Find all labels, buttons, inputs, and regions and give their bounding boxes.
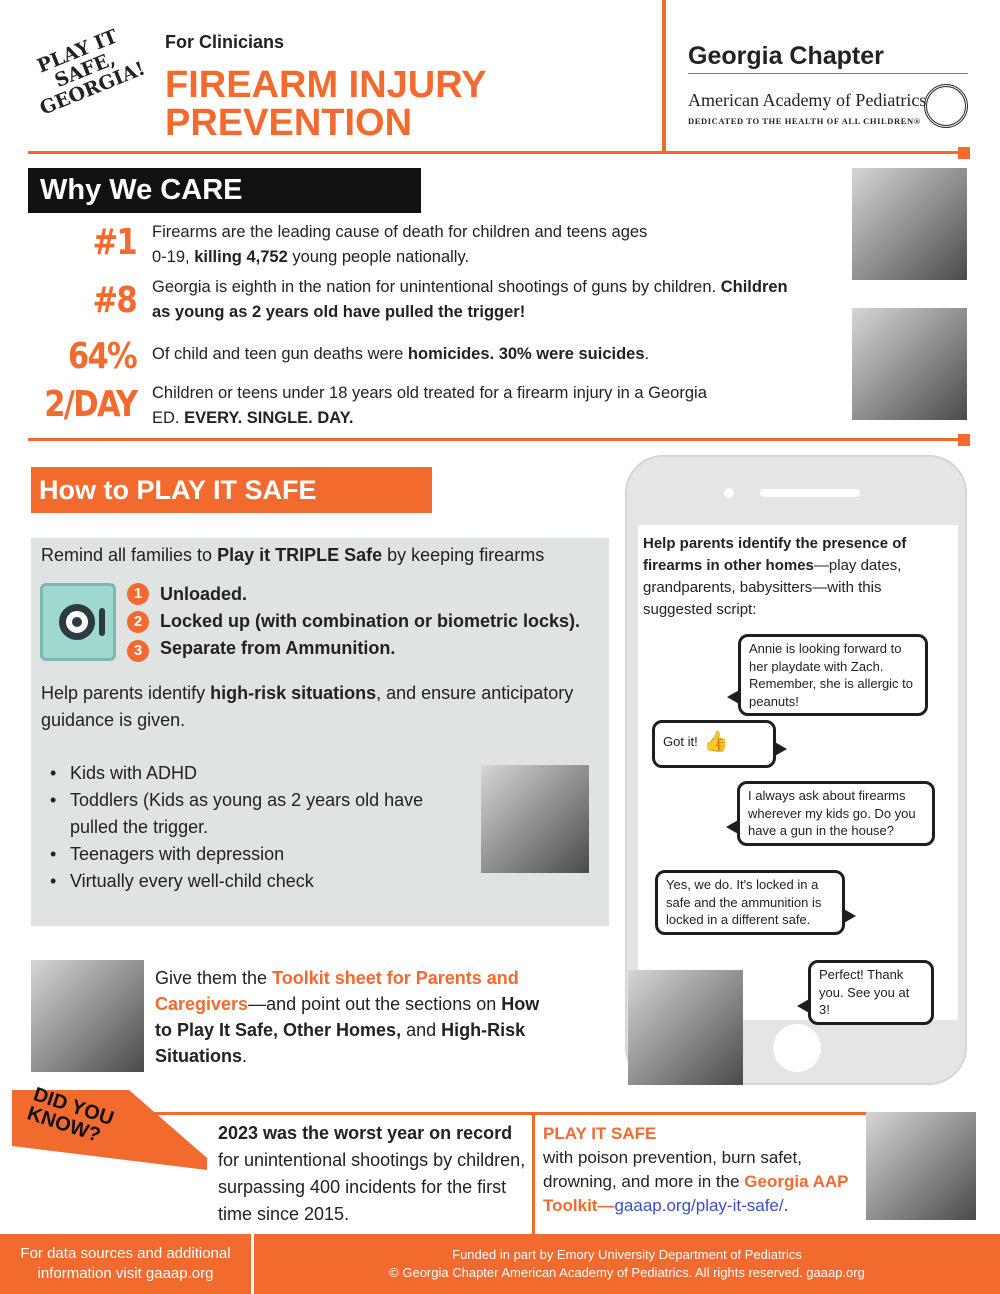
kids-costumes-photo: [866, 1112, 976, 1220]
worst-year-text: 2023 was the worst year on record for unintentional shootings by children, surpassing 400 incidents for the first time since 2015.: [218, 1123, 526, 1224]
high-risk-list: [48, 760, 458, 895]
footer-credits: Funded in part by Emory University Department of Pediatrics © Georgia Chapter American Academy of Pediatrics. All rights reserved. gaaap.org: [389, 1247, 865, 1280]
header-divider: [662, 0, 666, 154]
list-item: • Kids with ADHD: [48, 760, 458, 787]
chat-bubble-4: Yes, we do. It's locked in a safe and the ammunition is locked in a different safe.: [655, 870, 845, 935]
script-intro: Help parents identify the presence of firearms in other homes—play dates, grandparents, babysitters—with this suggested script:: [643, 535, 907, 618]
chat-bubble-1: Annie is looking forward to her playdate with Zach. Remember, she is allergic to peanuts!: [738, 634, 928, 716]
step-number-1: 1: [127, 583, 149, 605]
step-number-3: 3: [127, 640, 149, 662]
why-we-care-heading: Why We CARE: [28, 168, 421, 213]
stat-number-2: #8: [92, 280, 136, 321]
play-it-safe-heading: PLAY IT SAFE: [543, 1124, 657, 1143]
bottom-divider: [532, 1112, 535, 1234]
stat-number-4: 2/DAY: [44, 384, 137, 425]
did-you-know-label: DID YOU KNOW?: [24, 1083, 117, 1147]
stat-text-4: Children or teens under 18 years old treated for a firearm injury in a Georgia ED. EVERY. SINGLE. DAY.: [152, 384, 707, 427]
hospital-child-photo: [852, 308, 967, 420]
rule-end-square: [958, 434, 970, 446]
woman-phone-photo: [628, 970, 743, 1085]
chat-bubble-5: Perfect! Thank you. See you at 3!: [808, 960, 934, 1025]
child-with-gun-photo: [852, 168, 967, 280]
stat-text-3: Of child and teen gun deaths were homicides. 30% were suicides.: [152, 345, 650, 363]
phone-camera: [724, 488, 734, 498]
list-item: • Teenagers with depression: [48, 841, 458, 868]
chat-bubble-2: [652, 720, 776, 768]
toolkit-text: Give them the Toolkit sheet for Parents and Caregivers—and point out the sections on How to Play It Safe, Other Homes, and High-Risk Situations.: [155, 968, 540, 1066]
stat-number-3: 64%: [67, 336, 136, 377]
section-rule: [28, 438, 968, 441]
bottom-rule: [140, 1112, 970, 1115]
stat-text-2: Georgia is eighth in the nation for unintentional shootings of guns by children. Children as young as 2 years old have pulled the trigger!: [152, 278, 788, 321]
list-item: • Virtually every well-child check: [48, 868, 458, 895]
play-it-safe-toolkit-text: PLAY IT SAFE with poison prevention, burn safet, drowning, and more in the Georgia AAP Toolkit—gaaap.org/play-it-safe/.: [543, 1122, 863, 1218]
play-it-safe-stamp: PLAY IT SAFE, GEORGIA!: [34, 25, 149, 120]
toolkit-link[interactable]: gaaap.org/play-it-safe/: [614, 1196, 784, 1215]
high-risk-intro: Help parents identify high-risk situations, and ensure anticipatory guidance is given.: [41, 683, 574, 730]
aap-tagline: DEDICATED TO THE HEALTH OF ALL CHILDREN®: [688, 116, 921, 126]
safe-icon: [40, 583, 116, 661]
thumbs-up-icon: 👍: [703, 730, 729, 753]
step-unloaded: Unloaded.: [160, 584, 248, 604]
title-line-1: FIREARM INJURY: [165, 64, 487, 106]
phone-speaker: [760, 489, 860, 497]
step-locked-up: Locked up (with combination or biometric locks).: [160, 611, 581, 631]
phone-home-button: [773, 1024, 821, 1072]
audience-label: For Clinicians: [165, 32, 285, 52]
family-photo: [31, 960, 144, 1072]
stat-text-1: Firearms are the leading cause of death for children and teens ages 0-19, killing 4,752 young people nationally.: [152, 223, 648, 266]
sad-teen-photo: [481, 765, 589, 873]
step-number-2: 2: [127, 611, 149, 633]
remind-text: Remind all families to Play it TRIPLE Safe by keeping firearms: [41, 545, 545, 565]
chat-bubble-3: I always ask about firearms wherever my kids go. Do you have a gun in the house?: [737, 781, 935, 846]
page-title: [165, 66, 645, 142]
chat-bubble-2-text: Got it!: [663, 734, 698, 749]
rule-end-square: [958, 147, 970, 159]
stat-number-1: #1: [92, 222, 136, 263]
header-rule: [28, 151, 968, 154]
title-line-2: PREVENTION: [165, 102, 413, 144]
how-to-play-it-safe-heading: How to PLAY IT SAFE: [31, 467, 432, 513]
footer-data-sources: For data sources and additional information visit gaaap.org: [20, 1245, 231, 1282]
list-item: • Toddlers (Kids as young as 2 years old have pulled the trigger.: [48, 787, 458, 841]
step-separate: Separate from Ammunition.: [160, 638, 396, 658]
aap-logo-text: American Academy of Pediatrics: [688, 90, 927, 110]
aap-seal-icon: [924, 84, 968, 128]
chapter-rule: [688, 73, 968, 74]
chapter-name: Georgia Chapter: [688, 42, 884, 70]
